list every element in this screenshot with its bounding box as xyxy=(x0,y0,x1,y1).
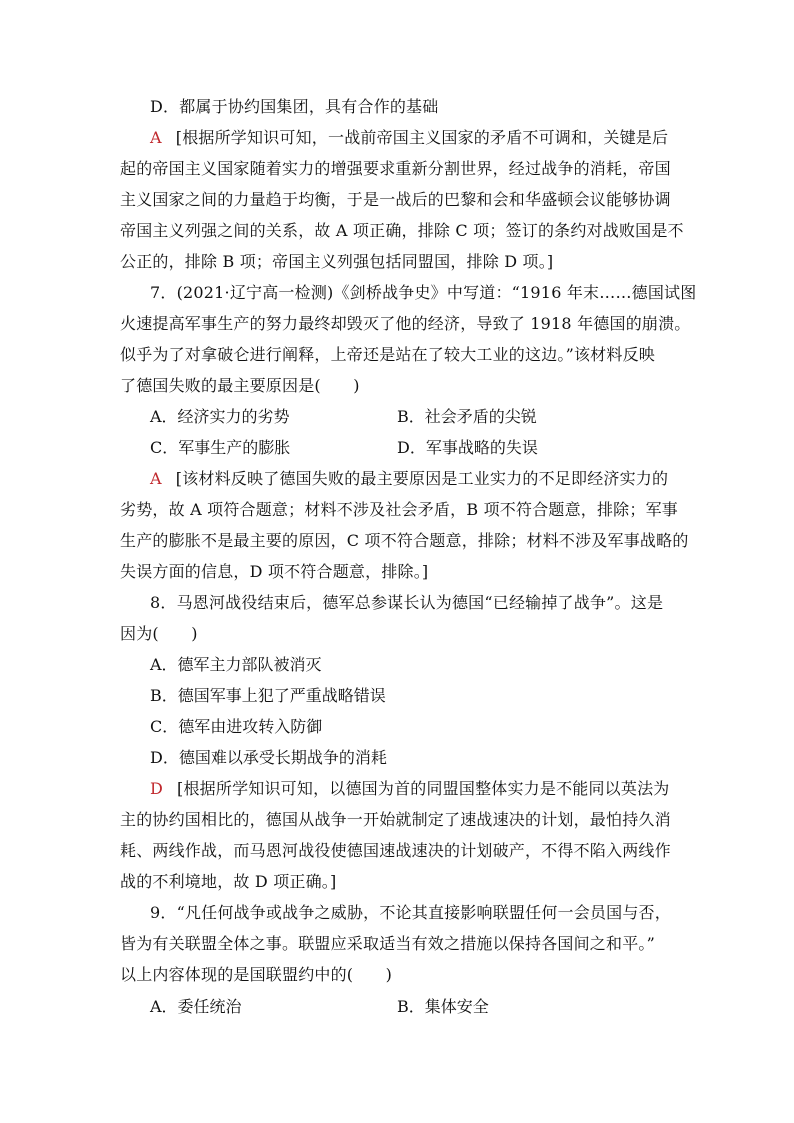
q8-option-c: C．德军由进攻转入防御 xyxy=(150,717,323,736)
q7-answer-line-1 xyxy=(150,468,710,490)
q7-option-d: D．军事战略的失误 xyxy=(397,438,538,457)
q8-stem-line-1: 8．马恩河战役结束后，德军总参谋长认为德国“已经输掉了战争”。这是 xyxy=(150,593,664,612)
q8-stem-line-2: 因为( ) xyxy=(120,624,198,643)
q8-explanation-text: [根据所学知识可知，以德国为首的同盟国整体实力是不能同以英法为 xyxy=(177,779,670,798)
q7-answer-line-3: 生产的膨胀不是最主要的原因，C 项不符合题意，排除；材料不涉及军事战略的 xyxy=(120,531,689,550)
q8-answer-letter: D xyxy=(150,779,164,798)
q6-answer-line-2: 起的帝国主义国家随着实力的增强要求重新分割世界，经过战争的消耗，帝国 xyxy=(120,159,671,178)
q6-answer-line-3: 主义国家之间的力量趋于均衡，于是一战后的巴黎和会和华盛顿会议能够协调 xyxy=(120,190,671,209)
q7-option-b: B．社会矛盾的尖锐 xyxy=(397,407,537,426)
q6-explanation-text: [根据所学知识可知，一战前帝国主义国家的矛盾不可调和，关键是后 xyxy=(175,128,669,147)
q6-answer-line-4: 帝国主义列强之间的关系，故 A 项正确，排除 C 项；签订的条约对战败国是不 xyxy=(120,221,684,240)
q8-answer-line-3: 耗、两线作战，而马恩河战役使德国速战速决的计划破产，不得不陷入两线作 xyxy=(120,841,671,860)
q9-option-a: A．委任统治 xyxy=(150,997,242,1016)
q9-stem-line-1: 9．“凡任何战争或战争之威胁，不论其直接影响联盟任何一会员国与否， xyxy=(150,903,671,922)
q7-option-c: C．军事生产的膨胀 xyxy=(150,438,291,457)
q6-answer-line-5: 公正的，排除 B 项；帝国主义列强包括同盟国，排除 D 项。] xyxy=(120,252,554,271)
q9-option-b: B．集体安全 xyxy=(397,997,489,1016)
q6-option-d: D．都属于协约国集团，具有合作的基础 xyxy=(150,97,439,116)
q6-answer-line-1 xyxy=(150,127,710,149)
q7-answer-line-2: 劣势，故 A 项符合题意；材料不涉及社会矛盾，B 项不符合题意，排除；军事 xyxy=(120,500,678,519)
q7-stem-line-1: 7．(2021·辽宁高一检测)《剑桥战争史》中写道：“1916 年末……德国试图 xyxy=(150,283,697,302)
q8-answer-line-1 xyxy=(150,778,710,800)
q7-stem-line-2: 火速提高军事生产的努力最终却毁灭了他的经济，导致了 1918 年德国的崩溃。 xyxy=(120,314,691,333)
q8-answer-line-4: 战的不利境地，故 D 项正确。] xyxy=(120,872,337,891)
q7-explanation-text: [该材料反映了德国失败的最主要原因是工业实力的不足即经济实力的 xyxy=(175,469,669,488)
q7-option-a: A．经济实力的劣势 xyxy=(150,407,290,426)
q9-stem-line-2: 皆为有关联盟全体之事。联盟应采取适当有效之措施以保持各国间之和平。” xyxy=(120,934,655,953)
q7-stem-line-4: 了德国失败的最主要原因是( ) xyxy=(120,376,360,395)
q8-option-b: B．德国军事上犯了严重战略错误 xyxy=(150,686,386,705)
q8-option-d: D．德国难以承受长期战争的消耗 xyxy=(150,748,387,767)
q8-option-a: A．德军主力部队被消灭 xyxy=(150,655,322,674)
q8-answer-line-2: 主的协约国相比的，德国从战争一开始就制定了速战速决的计划，最怕持久消 xyxy=(120,810,671,829)
q9-stem-line-3: 以上内容体现的是国联盟约中的( ) xyxy=(120,965,393,984)
q6-answer-letter: A xyxy=(150,128,162,147)
q7-answer-letter: A xyxy=(150,469,162,488)
q7-answer-line-4: 失误方面的信息，D 项不符合题意，排除。] xyxy=(120,562,429,581)
q7-stem-line-3: 似乎为了对拿破仑进行阐释，上帝还是站在了较大工业的这边。”该材料反映 xyxy=(120,345,655,364)
